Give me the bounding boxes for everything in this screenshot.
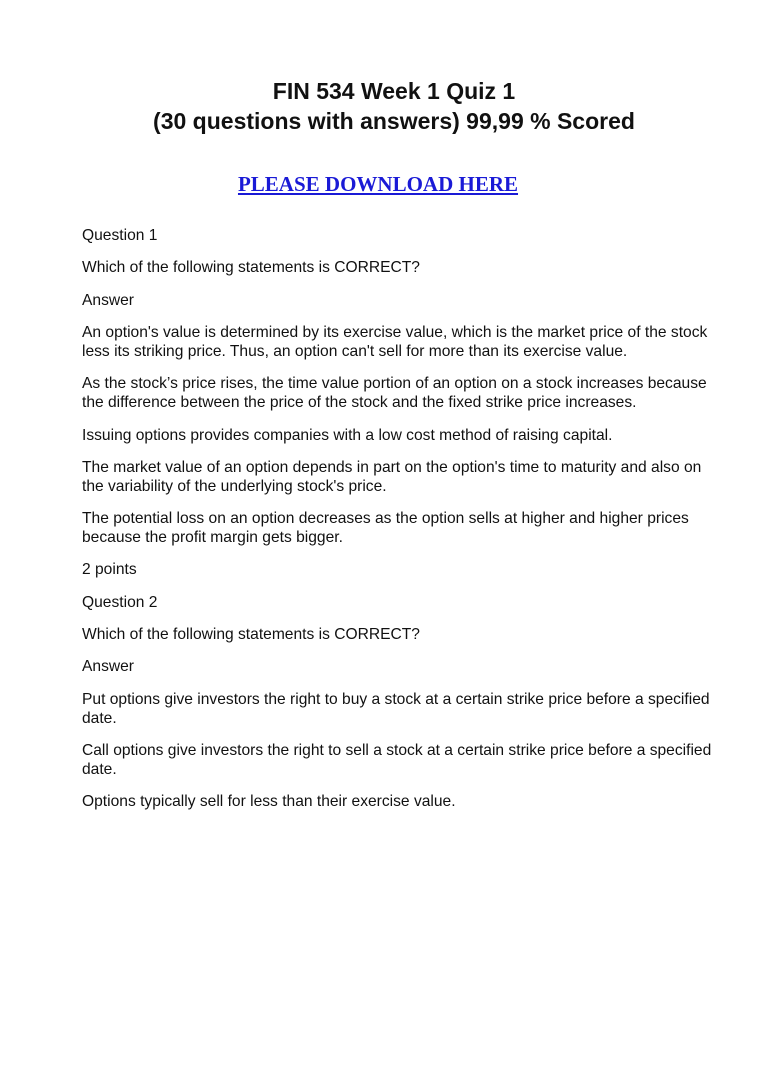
- question-2-prompt: Which of the following statements is CORRECT?: [82, 626, 420, 644]
- question-1-option-2: As the stock’s price rises, the time value portion of an option on a stock increases because the difference between the price of the stock and the fixed strike price increases.: [82, 375, 707, 412]
- question-1-option-3: Issuing options provides companies with a low cost method of raising capital.: [82, 426, 613, 444]
- title-line-1: FIN 534 Week 1 Quiz 1: [272, 78, 516, 104]
- question-2-answer-label: Answer: [82, 658, 134, 676]
- title-line-2: (30 questions with answers) 99,99 % Scored: [153, 108, 635, 134]
- question-1-option-5: The potential loss on an option decreases as the option sells at higher and higher prices because the profit margin gets bigger.: [82, 510, 689, 546]
- question-2-option-1: Put options give investors the right to buy a stock at a certain strike price before a specified date.: [82, 690, 710, 727]
- question-2-label: Question 2: [82, 593, 158, 611]
- download-link[interactable]: [82, 171, 714, 197]
- document-title: [82, 76, 714, 136]
- question-1-answer-label: Answer: [82, 291, 134, 309]
- question-1-points: 2 points: [82, 561, 137, 579]
- question-2-option-2: Call options give investors the right to sell a stock at a certain strike price before a specified date.: [82, 742, 712, 778]
- question-2-option-3: Options typically sell for less than their exercise value.: [82, 793, 456, 811]
- question-1-label: Question 1: [82, 227, 158, 244]
- download-link-text: PLEASE DOWNLOAD HERE: [237, 172, 519, 196]
- question-1-option-4: The market value of an option depends in part on the option's time to maturity and also on the variability of the underlying stock's price.: [82, 458, 702, 495]
- quiz-body: [82, 227, 714, 812]
- question-1-option-1: An option's value is determined by its exercise value, which is the market price of the stock less its striking price. Thus, an option can't sell for more than its exercise value.: [82, 324, 708, 360]
- question-1-prompt: Which of the following statements is CORRECT?: [82, 259, 420, 277]
